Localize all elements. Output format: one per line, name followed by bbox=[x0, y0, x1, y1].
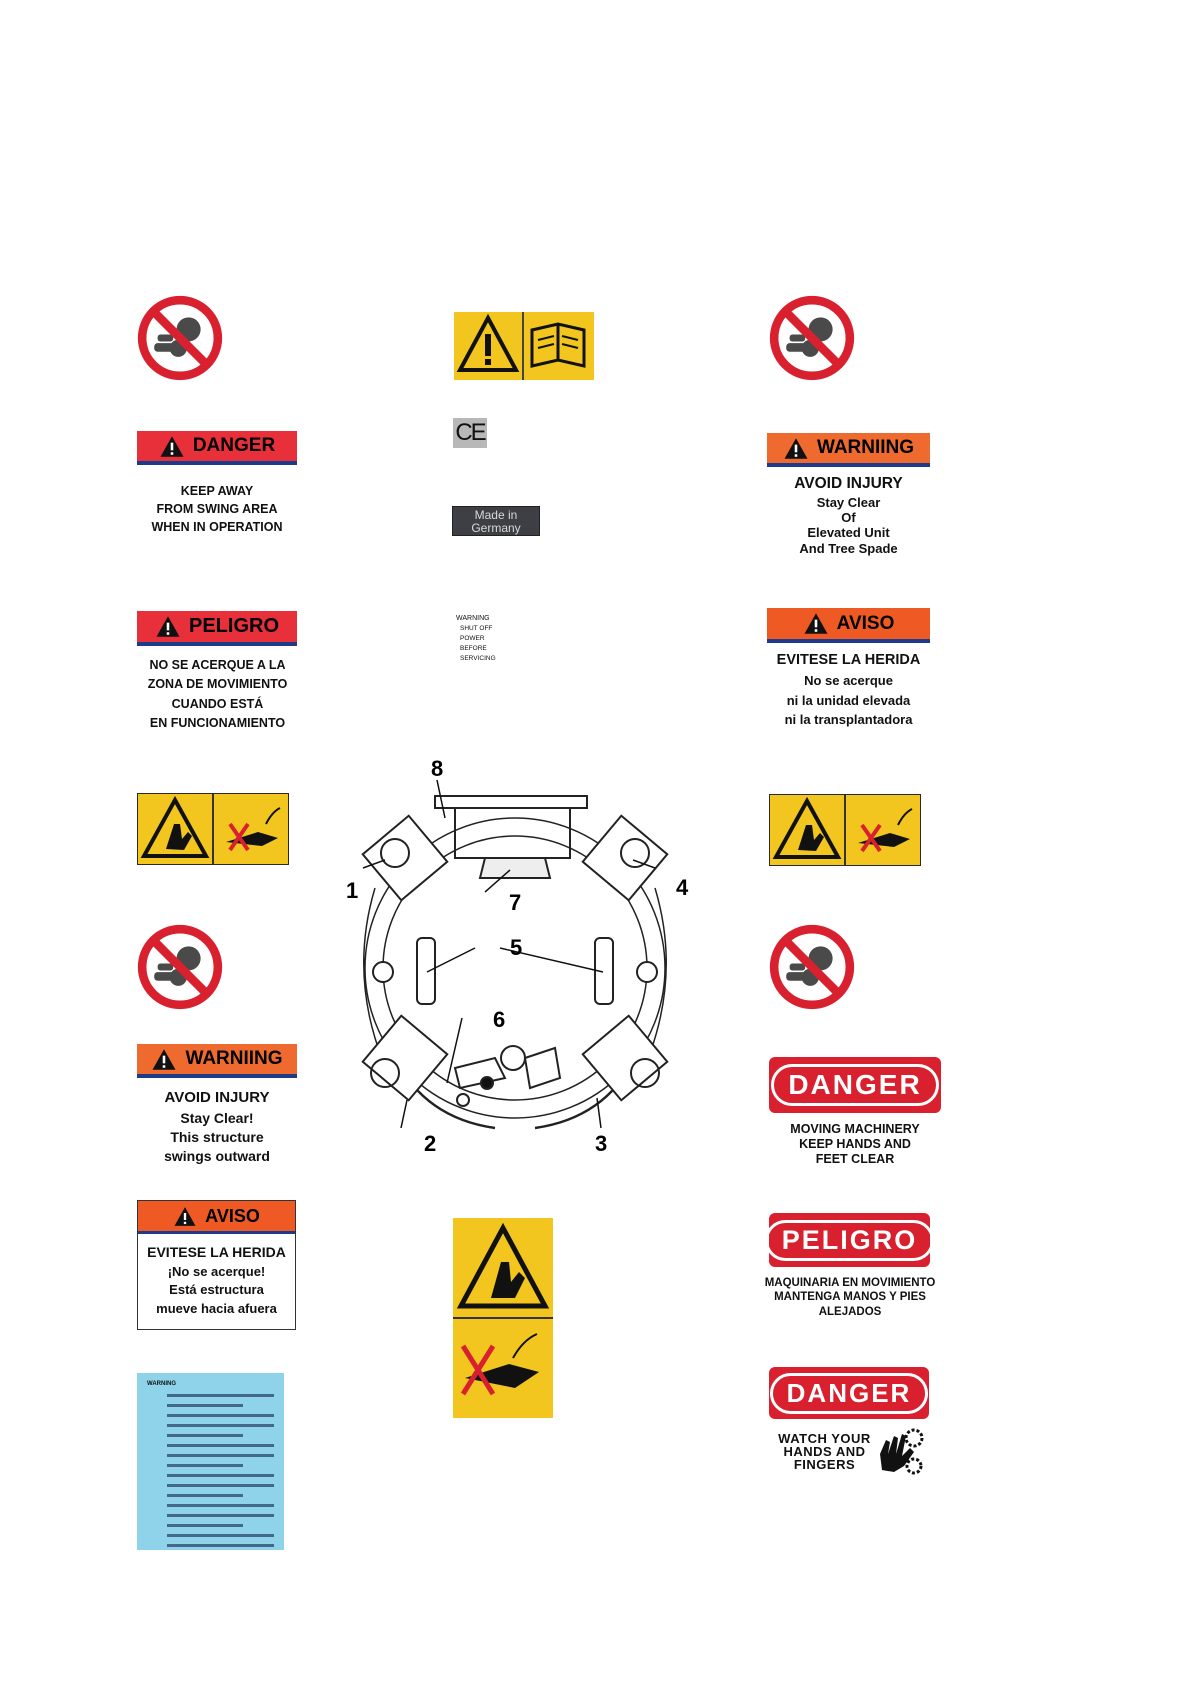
aviso-header: AVISO bbox=[767, 608, 930, 643]
alert-triangle-icon bbox=[159, 435, 185, 458]
no-touch-gears-icon bbox=[769, 924, 855, 1010]
peligro-moving-message: MAQUINARIA EN MOVIMIENTO MANTENGA MANOS Y PIES ALEJADOS bbox=[764, 1277, 936, 1318]
warning-message: AVOID INJURY Stay Clear! This structure swings outward bbox=[164, 1089, 270, 1165]
alert-triangle-icon bbox=[783, 437, 809, 460]
aviso-message: EVITESE LA HERIDA ¡No se acerque! Está estructura mueve hacia afuera bbox=[147, 1244, 286, 1316]
alert-triangle-icon bbox=[155, 615, 181, 638]
warning-header: WARNIING bbox=[137, 1044, 297, 1078]
alert-triangle-icon bbox=[803, 612, 829, 635]
callout-5: 5 bbox=[510, 935, 523, 960]
danger-moving-header: DANGER bbox=[769, 1057, 941, 1113]
callout-4: 4 bbox=[676, 875, 689, 900]
danger-hands-header: DANGER bbox=[769, 1367, 929, 1419]
no-touch-gears-icon bbox=[137, 924, 223, 1010]
warning-header: WARNIING bbox=[767, 433, 930, 467]
callout-6: 6 bbox=[493, 1007, 506, 1032]
danger-header: DANGER bbox=[137, 431, 297, 465]
callout-2: 2 bbox=[424, 1131, 437, 1156]
crush-hazard-vertical-icon bbox=[453, 1218, 553, 1418]
danger-moving-message: MOVING MACHINERY KEEP HANDS AND FEET CLEAR bbox=[790, 1122, 920, 1166]
alert-triangle-icon bbox=[151, 1048, 177, 1071]
caution-manual-icon bbox=[454, 312, 594, 380]
made-in-germany-label: Made in Germany bbox=[452, 506, 540, 536]
gloved-hand-gears-icon bbox=[874, 1426, 924, 1476]
sheet-heading: WARNING bbox=[147, 1381, 176, 1387]
no-touch-gears-icon bbox=[137, 295, 223, 381]
callout-7: 7 bbox=[509, 890, 522, 915]
warning-message: AVOID INJURY Stay Clear Of Elevated Unit And Tree Spade bbox=[794, 475, 903, 556]
aviso-label bbox=[137, 1200, 296, 1330]
aviso-message: EVITESE LA HERIDA No se acerque ni la unidad elevada ni la transplantadora bbox=[776, 652, 921, 727]
crush-hazard-icon bbox=[137, 793, 289, 865]
peligro-message: NO SE ACERQUE A LA ZONA DE MOVIMIENTO CUANDO ESTÁ EN FUNCIONAMIENTO bbox=[147, 658, 288, 731]
callout-1: 1 bbox=[346, 878, 359, 903]
crush-hazard-icon bbox=[769, 794, 921, 866]
operator-instructions-sheet bbox=[137, 1373, 284, 1550]
peligro-moving-header: PELIGRO bbox=[769, 1213, 930, 1267]
callout-3: 3 bbox=[595, 1131, 608, 1156]
alert-triangle-icon bbox=[173, 1206, 197, 1227]
callout-8: 8 bbox=[431, 756, 444, 781]
ce-mark: CE bbox=[453, 418, 487, 448]
peligro-header: PELIGRO bbox=[137, 611, 297, 646]
danger-message: KEEP AWAY FROM SWING AREA WHEN IN OPERATION bbox=[151, 484, 283, 535]
danger-hands-message: WATCH YOUR HANDS AND FINGERS bbox=[778, 1431, 871, 1472]
shut-off-power-label: WARNING SHUT OFF POWER BEFORE SERVICING bbox=[456, 615, 496, 662]
no-touch-gears-icon bbox=[769, 295, 855, 381]
aviso-header: AVISO bbox=[138, 1201, 295, 1234]
